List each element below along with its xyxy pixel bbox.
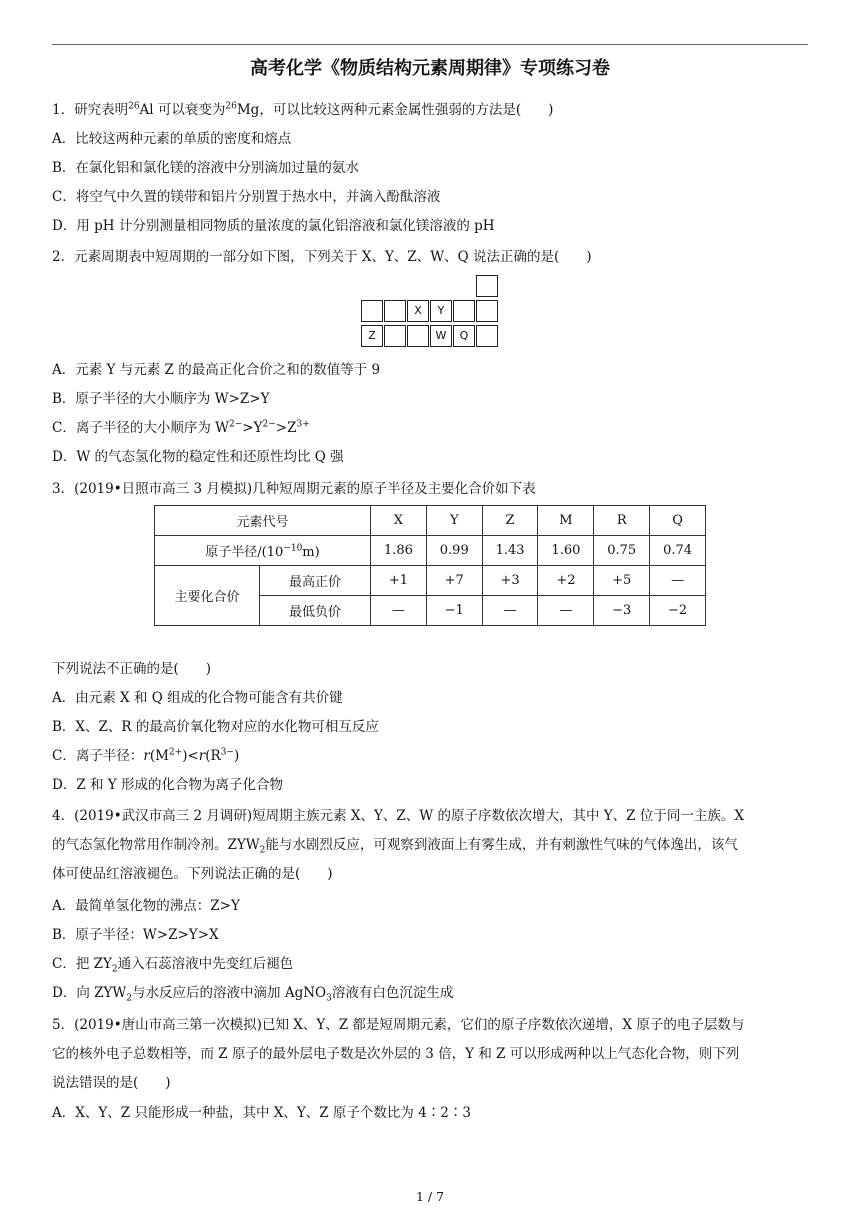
pt-cell-blank: [384, 300, 406, 322]
q2-option-a: A．元素 Y 与元素 Z 的最高正化合价之和的数值等于 9: [52, 362, 381, 378]
pt-cell-blank: [453, 300, 475, 322]
periodic-table-fragment: [361, 275, 499, 347]
q3-option-d: D．Z 和 Y 形成的化合物为离子化合物: [52, 777, 283, 793]
table-cell: 1.60: [538, 536, 594, 566]
pt-cell-blank: [476, 325, 498, 347]
q1-stem: 1．研究表明$^{26}$Al 可以衰变为$^{26}$Mg，可以比较这两种元素金属性强弱的方法是( ): [52, 101, 554, 118]
pt-cell-blank: [476, 300, 498, 322]
table-cell: Y: [426, 506, 482, 536]
table-cell: —: [482, 596, 538, 626]
header-rule: [52, 44, 808, 45]
pt-cell-blank: [476, 275, 498, 297]
table-cell: Z: [482, 506, 538, 536]
table-cell: 1.86: [371, 536, 427, 566]
q5-stem-line-1: 5．(2019•唐山市高三第一次模拟)已知 X、Y、Z 都是短周期元素，它们的原子序数依次递增，X 原子的电子层数与: [52, 1017, 745, 1033]
table-header-label: 元素代号: [155, 506, 371, 536]
pt-cell-blank: [407, 325, 429, 347]
q5-stem-line-2: 它的核外电子总数相等，而 Z 原子的最外层电子数是次外层的 3 倍，Y 和 Z 可以形成两种以上气态化合物，则下列: [52, 1046, 740, 1062]
pt-cell-w: W: [430, 325, 452, 347]
q4-option-a: A．最简单氢化物的沸点：Z>Y: [52, 898, 240, 914]
q2-option-b: B．原子半径的大小顺序为 W>Z>Y: [52, 391, 270, 407]
table-cell: —: [538, 596, 594, 626]
element-data-table: [154, 505, 706, 626]
table-cell: X: [371, 506, 427, 536]
q4-stem-line-1: 4．(2019•武汉市高三 2 月调研)短周期主族元素 X、Y、Z、W 的原子序数依次增大，其中 Y、Z 位于同一主族。X: [52, 808, 744, 824]
table-cell: −1: [426, 596, 482, 626]
q3-option-c: C．离子半径：$r(M^{2+})<r(R^{3-})$: [52, 747, 240, 764]
table-cell: 0.99: [426, 536, 482, 566]
q1-option-b: B．在氯化铝和氯化镁的溶液中分别滴加过量的氨水: [52, 160, 359, 176]
table-cell: 1.43: [482, 536, 538, 566]
q4-option-c: C．把 $ZY_2$通入石蕊溶液中先变红后褪色: [52, 956, 294, 975]
q3-option-b: B．X、Z、R 的最高价氧化物对应的水化物可相互反应: [52, 719, 379, 735]
table-cell: —: [650, 566, 706, 596]
table-row: [155, 566, 706, 596]
q1-option-d: D．用 pH 计分别测量相同物质的量浓度的氯化铝溶液和氯化镁溶液的 pH: [52, 218, 495, 234]
table-cell: +2: [538, 566, 594, 596]
table-cell: M: [538, 506, 594, 536]
pt-cell-blank: [361, 300, 383, 322]
table-row: [155, 536, 706, 566]
q1-option-a: A．比较这两种元素的单质的密度和熔点: [52, 131, 292, 147]
pt-cell-x: X: [407, 300, 429, 322]
page-number: 1 / 7: [415, 1189, 445, 1204]
table-radius-label: 原子半径$/(10^{-10}m)$: [155, 536, 371, 566]
table-valence-label: 主要化合价: [155, 566, 260, 626]
pt-cell-y: Y: [430, 300, 452, 322]
pt-cell-z: Z: [361, 325, 383, 347]
table-min-label: 最低负价: [260, 596, 371, 626]
table-cell: R: [594, 506, 650, 536]
table-cell: +7: [426, 566, 482, 596]
pt-cell-blank: [384, 325, 406, 347]
table-cell: +1: [371, 566, 427, 596]
q3-stem: 3．(2019•日照市高三 3 月模拟)几种短周期元素的原子半径及主要化合价如下表: [52, 481, 536, 497]
q5-option-a: A．X、Y、Z 只能形成一种盐，其中 X、Y、Z 原子个数比为 4∶2∶3: [52, 1105, 471, 1121]
q1-option-c: C．将空气中久置的镁带和铝片分别置于热水中，并滴入酚酞溶液: [52, 189, 441, 205]
table-cell: 0.75: [594, 536, 650, 566]
page-title: 高考化学《物质结构元素周期律》专项练习卷: [250, 58, 610, 79]
table-max-label: 最高正价: [260, 566, 371, 596]
q5-stem-line-3: 说法错误的是( ): [52, 1075, 171, 1091]
table-cell: Q: [650, 506, 706, 536]
table-cell: +5: [594, 566, 650, 596]
q3-ask: 下列说法不正确的是( ): [52, 661, 212, 677]
table-cell: −3: [594, 596, 650, 626]
pt-cell-q: Q: [453, 325, 475, 347]
q3-option-a: A．由元素 X 和 Q 组成的化合物可能含有共价键: [52, 690, 343, 706]
table-cell: −2: [650, 596, 706, 626]
q4-option-d: D．向 $ZYW_2$与水反应后的溶液中滴加 AgNO$_3$溶液有白色沉淀生成: [52, 985, 454, 1004]
q4-stem-line-3: 体可使品红溶液褪色。下列说法正确的是( ): [52, 866, 333, 882]
q2-option-d: D．W 的气态氢化物的稳定性和还原性均比 Q 强: [52, 449, 344, 465]
table-cell: —: [371, 596, 427, 626]
q2-option-c: C．离子半径的大小顺序为 $W^{2-}>Y^{2-}>Z^{3+}$: [52, 419, 310, 436]
table-cell: +3: [482, 566, 538, 596]
q4-stem-line-2: 的气态氢化物常用作制冷剂。$ZYW_2$能与水剧烈反应，可观察到液面上有雾生成，并有刺激性气味的气体逸出，该气: [52, 837, 738, 856]
q2-stem: 2．元素周期表中短周期的一部分如下图，下列关于 X、Y、Z、W、Q 说法正确的是( ): [52, 249, 592, 265]
q4-option-b: B．原子半径：W>Z>Y>X: [52, 927, 219, 943]
table-row: [155, 506, 706, 536]
table-cell: 0.74: [650, 536, 706, 566]
